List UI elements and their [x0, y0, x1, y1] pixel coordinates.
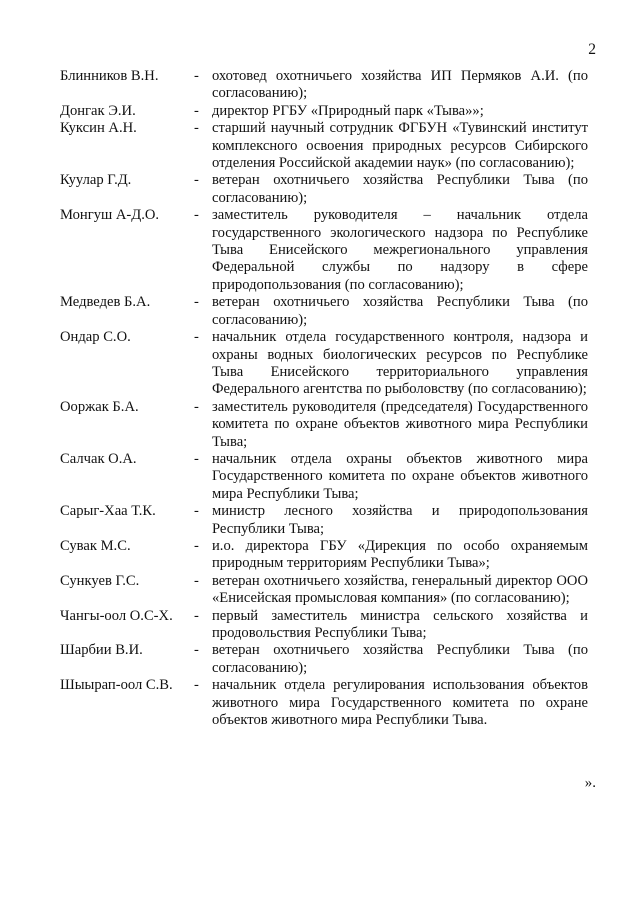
member-list — [60, 68, 588, 729]
member-name: Сункуев Г.С. — [60, 572, 140, 589]
member-name: Сувак М.С. — [60, 537, 131, 554]
member-dash: - — [194, 537, 199, 554]
member-name: Сарыг-Хаа Т.К. — [60, 503, 156, 520]
member-entry — [60, 68, 588, 103]
member-name: Медведев Б.А. — [60, 294, 151, 311]
member-position: ветеран охотничьего хозяйства Республики Тыва (по согласованию); — [212, 294, 588, 328]
member-entry — [60, 172, 588, 207]
member-dash: - — [194, 642, 199, 659]
member-dash: - — [194, 68, 199, 84]
member-name: Донгак Э.И. — [60, 102, 136, 119]
member-entry — [60, 294, 588, 329]
member-entry — [60, 503, 588, 538]
member-name: Монгуш А-Д.О. — [60, 207, 160, 224]
member-position: начальник отдела государственного контроля, надзора и охраны водных биологических ресурсов по Республике Тыва Енисейского территориального управления Федерального агентства по рыболовству (по согласованию); — [212, 329, 588, 398]
page-number: 2 — [588, 41, 596, 58]
member-position: ветеран охотничьего хозяйства Республики Тыва (по согласованию); — [212, 642, 588, 676]
member-name: Шарбии В.И. — [60, 642, 143, 659]
member-dash: - — [194, 503, 199, 520]
member-position: старший научный сотрудник ФГБУН «Тувинский институт комплексного освоения природных ресурсов Сибирского отделения Российской академии наук» (по согласованию); — [212, 120, 588, 172]
member-entry — [60, 329, 588, 399]
member-entry — [60, 538, 588, 573]
member-entry — [60, 642, 588, 677]
member-entry — [60, 573, 588, 608]
member-dash: - — [194, 398, 199, 415]
member-position: директор РГБУ «Природный парк «Тыва»»; — [212, 102, 484, 119]
member-position: начальник отдела охраны объектов животного мира Государственного комитета по охране объектов животного мира Республики Тыва; — [212, 450, 588, 502]
closing-quote-mark: ». — [584, 775, 596, 791]
member-position: ветеран охотничьего хозяйства, генеральный директор ООО «Енисейская промысловая компания» (по согласованию); — [212, 572, 588, 607]
member-position: первый заместитель министра сельского хозяйства и продовольствия Республики Тыва; — [212, 607, 588, 641]
member-position: заместитель руководителя – начальник отдела государственного экологического надзора по Республике Тыва Енисейского межрегионального управления Федеральной службы по надзору в сфере природопользования (по согласованию); — [212, 207, 588, 293]
member-dash: - — [194, 329, 199, 346]
member-dash: - — [194, 294, 199, 311]
member-position: ветеран охотничьего хозяйства Республики Тыва (по согласованию); — [212, 172, 588, 206]
member-position: министр лесного хозяйства и природопользования Республики Тыва; — [212, 503, 588, 537]
member-name: Ондар С.О. — [60, 329, 131, 346]
member-entry — [60, 207, 588, 294]
member-position: заместитель руководителя (председателя) Государственного комитета по охране объектов животного мира Республики Тыва; — [212, 398, 588, 450]
member-entry — [60, 677, 588, 729]
member-entry — [60, 608, 588, 643]
member-dash: - — [194, 207, 199, 224]
member-dash: - — [194, 677, 199, 694]
member-name: Куулар Г.Д. — [60, 172, 132, 189]
member-entry — [60, 399, 588, 451]
member-position: охотовед охотничьего хозяйства ИП Пермяков А.И. (по согласованию); — [212, 68, 588, 102]
member-entry — [60, 451, 588, 503]
member-dash: - — [194, 450, 199, 467]
member-name: Салчак О.А. — [60, 450, 137, 467]
member-entry — [60, 103, 588, 120]
member-position: и.о. директора ГБУ «Дирекция по особо охраняемым природным территориям Республики Тыва»; — [212, 537, 588, 572]
member-dash: - — [194, 572, 199, 589]
member-dash: - — [194, 607, 199, 624]
member-name: Ооржак Б.А. — [60, 398, 139, 415]
member-position: начальник отдела регулирования использования объектов животного мира Государственного комитета по охране объектов животного мира Республики Тыва. — [212, 677, 588, 729]
member-name: Куксин А.Н. — [60, 120, 137, 137]
member-dash: - — [194, 102, 199, 119]
member-dash: - — [194, 120, 199, 137]
member-dash: - — [194, 172, 199, 189]
member-name: Блинников В.Н. — [60, 68, 159, 84]
member-name: Шыырап-оол С.В. — [60, 677, 173, 694]
member-entry — [60, 120, 588, 172]
member-name: Чангы-оол О.С-Х. — [60, 607, 173, 624]
